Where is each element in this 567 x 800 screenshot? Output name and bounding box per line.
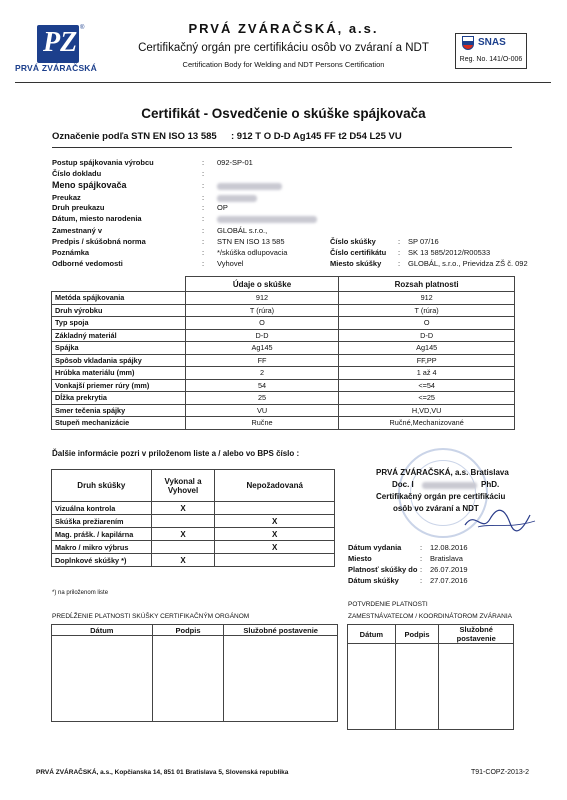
table-row: Skúška prežiarením X — [52, 515, 335, 528]
logo-letter: PZ — [43, 27, 78, 58]
table-row: Mag. prášk. / kapilárna X X — [52, 528, 335, 541]
page-title: Certifikát - Osvedčenie o skúške spájkovača — [141, 106, 426, 121]
table-row — [52, 636, 338, 722]
org-name: PRVÁ ZVÁRAČSKÁ, a.s. — [188, 21, 379, 36]
issuer-line2-prefix: Doc. I — [392, 480, 414, 489]
table-row: Vizuálna kontrola X — [52, 502, 335, 515]
table-row: Druh výrobku T (rúra) T (rúra) — [52, 304, 515, 317]
test-place-value: GLOBÁL, s.r.o., Prievidza ZŠ č. 092 — [408, 259, 528, 268]
redacted-issuer-name — [422, 482, 477, 489]
table-row: Vonkajší priemer rúry (mm) 54 <=54 — [52, 379, 515, 392]
table-row: Makro / mikro výbrus X — [52, 541, 335, 554]
confirmation-table — [347, 624, 514, 730]
table-row: Stupeň mechanizácie Ručne Ručné,Mechanizované — [52, 417, 515, 430]
issue-place-label: Miesto — [348, 554, 372, 563]
standard-value: STN EN ISO 13 585 — [217, 237, 285, 246]
col-test-data: Údaje o skúške — [185, 277, 339, 292]
employer-value: GLOBÁL s.r.o., — [217, 226, 268, 235]
table-row: Spájka Ag145 Ag145 — [52, 342, 515, 355]
procedure-label: Postup spájkovania výrobcu — [52, 158, 154, 167]
parameters-header — [52, 277, 515, 292]
table-row: Hrúbka materiálu (mm) 2 1 až 4 — [52, 367, 515, 380]
issue-place-value: Bratislava — [430, 554, 463, 563]
org-subtitle-en: Certification Body for Welding and NDT Persons Certification — [182, 60, 385, 69]
valid-until-label: Platnosť skúšky do — [348, 565, 418, 574]
table-row: Základný materiál D-D D-D — [52, 329, 515, 342]
knowledge-value: Vyhovel — [217, 259, 244, 268]
tests-table — [51, 469, 335, 567]
designation-divider — [52, 147, 512, 148]
employer-label: Zamestnaný v — [52, 226, 103, 235]
test-place-label: Miesto skúšky — [330, 259, 382, 268]
redacted-id — [217, 195, 257, 202]
cert-number-label: Číslo certifikátu — [330, 248, 387, 257]
doc-number-label: Číslo dokladu — [52, 169, 102, 178]
note-label: Poznámka — [52, 248, 90, 257]
test-date-label: Dátum skúšky — [348, 576, 399, 585]
test-number-value: SP 07/16 — [408, 237, 439, 246]
issuer-line2-suffix: PhD. — [481, 480, 500, 489]
registered-mark: ® — [80, 25, 85, 31]
designation-label: Označenie podľa STN EN ISO 13 585 — [52, 131, 217, 142]
col-passed: Vykonal a Vyhovel — [151, 470, 215, 502]
footer-code: T91-COPZ-2013-2 — [471, 769, 529, 776]
knowledge-label: Odborné vedomosti — [52, 259, 123, 268]
designation-value: : 912 T O D-D Ag145 FF t2 D54 L25 VU — [231, 131, 402, 142]
col-validity-range: Rozsah platnosti — [339, 277, 515, 292]
col-position: Služobné postavenie — [439, 625, 514, 644]
table-row: Smer tečenia spájky VU H,VD,VU — [52, 404, 515, 417]
issue-date-label: Dátum vydania — [348, 543, 402, 552]
further-info: Ďalšie informácie pozri v priloženom liste a / alebo vo BPS číslo : — [52, 449, 300, 458]
col-signature: Podpis — [152, 625, 224, 636]
confirmation-header — [348, 625, 514, 644]
extension-title: PREDĹŽENIE PLATNOSTI SKÚŠKY CERTIFIKAČNÝM ORGÁNOM — [52, 613, 250, 620]
col-date: Dátum — [52, 625, 153, 636]
standard-label: Predpis / skúšobná norma — [52, 237, 146, 246]
col-position: Služobné postavenie — [224, 625, 338, 636]
issue-date-value: 12.08.2016 — [430, 543, 468, 552]
table-row: Doplnkové skúšky *) X — [52, 554, 335, 567]
issuer-line1: PRVÁ ZVÁRAČSKÁ, a.s. Bratislava — [376, 468, 509, 477]
col-not-required: Nepožadovaná — [215, 470, 335, 502]
birth-label: Dátum, miesto narodenia — [52, 214, 142, 223]
cert-number-value: SK 13 585/2012/R00533 — [408, 248, 491, 257]
col-signature: Podpis — [395, 625, 439, 644]
extension-header — [52, 625, 338, 636]
id-type-value: OP — [217, 203, 228, 212]
extension-table — [51, 624, 338, 722]
redacted-birth — [217, 216, 317, 223]
table-row: Spôsob vkladania spájky FF FF,PP — [52, 354, 515, 367]
shield-icon — [462, 36, 474, 50]
table-row: Typ spoja O O — [52, 317, 515, 330]
org-subtitle: Certifikačný orgán pre certifikáciu osôb vo zváraní a NDT — [138, 42, 429, 54]
col-date: Dátum — [348, 625, 396, 644]
table-row — [348, 644, 514, 730]
logo-text: PRVÁ ZVÁRAČSKÁ — [15, 63, 97, 73]
tests-header — [52, 470, 335, 502]
table-row: Metóda spájkovania 912 912 — [52, 292, 515, 305]
snas-label: SNAS — [478, 37, 506, 48]
test-date-value: 27.07.2016 — [430, 576, 468, 585]
header-divider — [15, 82, 551, 83]
redacted-name — [217, 183, 282, 190]
col-test-type: Druh skúšky — [52, 470, 152, 502]
table-row: Dĺžka prekrytia 25 <=25 — [52, 392, 515, 405]
id-type-label: Druh preukazu — [52, 203, 105, 212]
id-label: Preukaz — [52, 193, 81, 202]
note-value: */skúška odlupovacia — [217, 248, 288, 257]
valid-until-value: 26.07.2019 — [430, 565, 468, 574]
test-number-label: Číslo skúšky — [330, 237, 376, 246]
parameters-table — [51, 276, 515, 430]
footer-address: PRVÁ ZVÁRAČSKÁ, a.s., Kopčianska 14, 851 01 Bratislava 5, Slovenská republika — [36, 769, 289, 776]
tests-footnote: *) na priloženom liste — [52, 590, 109, 596]
confirmation-title1: POTVRDENIE PLATNOSTI — [348, 601, 428, 608]
issuer-line4: osôb vo zváraní a NDT — [393, 504, 479, 513]
issuer-line3: Certifikačný orgán pre certifikáciu — [376, 492, 506, 501]
signature — [460, 505, 540, 535]
brazer-name-label: Meno spájkovača — [52, 180, 127, 190]
snas-reg-number: Reg. No. 141/O-006 — [459, 56, 523, 63]
confirmation-title2: ZAMESTNÁVATEĽOM / KOORDINÁTOROM ZVÁRANIA — [348, 613, 512, 620]
procedure-value: 092-SP-01 — [217, 158, 253, 167]
